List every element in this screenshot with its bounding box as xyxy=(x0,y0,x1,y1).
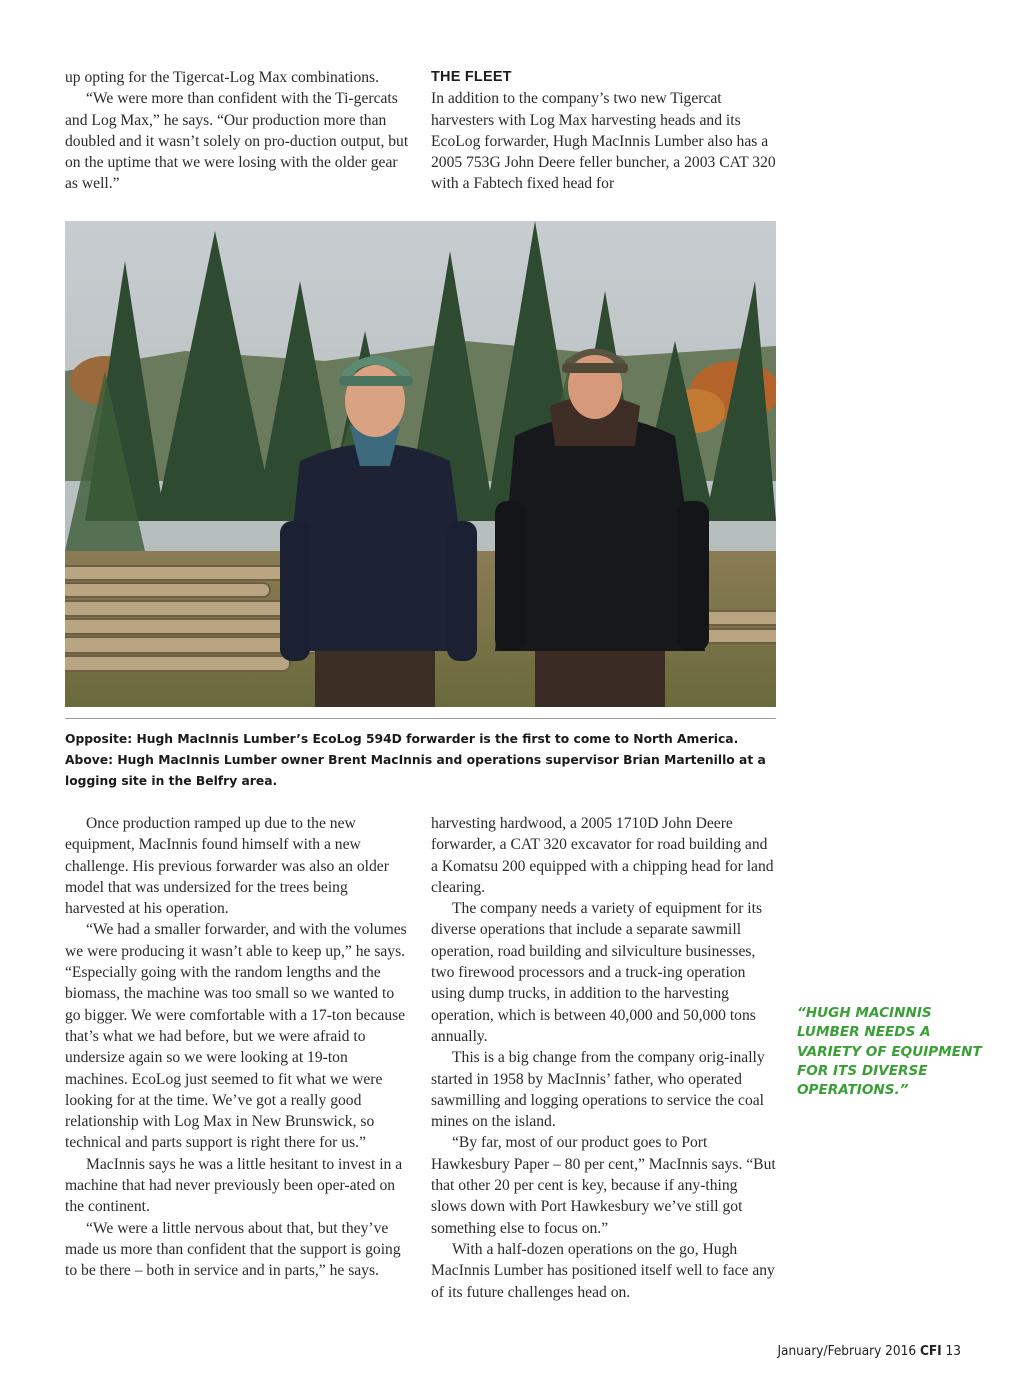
page-number: 13 xyxy=(945,1343,961,1359)
paragraph: In addition to the company’s two new Tigercat harvesters with Log Max harvesting heads and its EcoLog forwarder, Hugh MacInnis Lumber also has a 2005 753G John Deere feller buncher, a 2003 CAT 320 with a Fabtech fixed head for xyxy=(431,90,776,193)
photo-caption xyxy=(65,729,785,792)
article-column-bottom-right xyxy=(431,813,776,1303)
magazine-name: CFI xyxy=(919,1343,942,1359)
caption-divider xyxy=(65,718,776,719)
paragraph: “We had a smaller forwarder, and with the volumes we were producing it wasn’t able to keep up,” he says. “Especially going with the random lengths and the biomass, the machine was too small so we wanted to go bigger. We were comfortable with a 17-ton because that’s what we had before, but we were afraid to undersize again so we were looking at 19-ton machines. EcoLog just seemed to fit what we were looking for at the time. We’ve got a really good relationship with Log Max in New Brunswick, so technical and parts support is right there for us.” xyxy=(65,921,407,1152)
issue-date: January/February 2016 xyxy=(777,1343,917,1359)
paragraph: With a half-dozen operations on the go, Hugh MacInnis Lumber has positioned itself well to face any of its future challenges head on. xyxy=(431,1240,775,1301)
article-column-top-left xyxy=(65,67,410,195)
caption-line: Opposite: Hugh MacInnis Lumber’s EcoLog 594D forwarder is the first to come to North America. xyxy=(65,732,739,746)
paragraph: The company needs a variety of equipment for its diverse operations that include a separate sawmill operation, road building and silviculture businesses, two firewood processors and a truck-ing operation using dump trucks, in addition to the harvesting operation, which is between 40,000 and 50,000 tons annually. xyxy=(431,900,763,1045)
paragraph: “We were more than confident with the Ti-gercats and Log Max,” he says. “Our production more than doubled and it wasn’t solely on pro-duction output, but on the uptime that we were losing with the older gear as well.” xyxy=(65,90,409,193)
paragraph: “We were a little nervous about that, but they’ve made us more than confident that the support is going to be there – both in service and in parts,” he says. xyxy=(65,1219,401,1280)
paragraph: up opting for the Tigercat-Log Max combinations. xyxy=(65,69,379,86)
article-photo xyxy=(65,221,776,707)
paragraph: MacInnis says he was a little hesitant to invest in a machine that had never previously been oper-ated on the continent. xyxy=(65,1155,403,1216)
pull-quote: “HUGH MACINNIS LUMBER NEEDS A VARIETY OF EQUIPMENT FOR ITS DIVERSE OPERATIONS.” xyxy=(797,1005,982,1099)
caption-line: Above: Hugh MacInnis Lumber owner Brent MacInnis and operations supervisor Brian Martenillo at a logging site in the Belfry area. xyxy=(65,753,766,788)
section-heading: THE FLEET xyxy=(431,69,512,85)
paragraph: Once production ramped up due to the new equipment, MacInnis found himself with a new challenge. His previous forwarder was also an older model that was undersized for the trees being harvested at his operation. xyxy=(65,815,389,918)
article-column-top-right xyxy=(431,67,776,195)
paragraph: harvesting hardwood, a 2005 1710D John Deere forwarder, a CAT 320 excavator for road building and a Komatsu 200 equipped with a chipping head for land clearing. xyxy=(431,815,774,896)
paragraph: “By far, most of our product goes to Port Hawkesbury Paper – 80 per cent,” MacInnis says. “But that other 20 per cent is key, because if any-thing slows down with Port Hawkesbury we’ve still got something else to focus on.” xyxy=(431,1134,776,1237)
page-footer xyxy=(777,1343,961,1359)
paragraph: This is a big change from the company orig-inally started in 1958 by MacInnis’ father, who operated sawmilling and logging operations to service the coal mines on the island. xyxy=(431,1049,765,1131)
article-column-bottom-left xyxy=(65,813,410,1282)
